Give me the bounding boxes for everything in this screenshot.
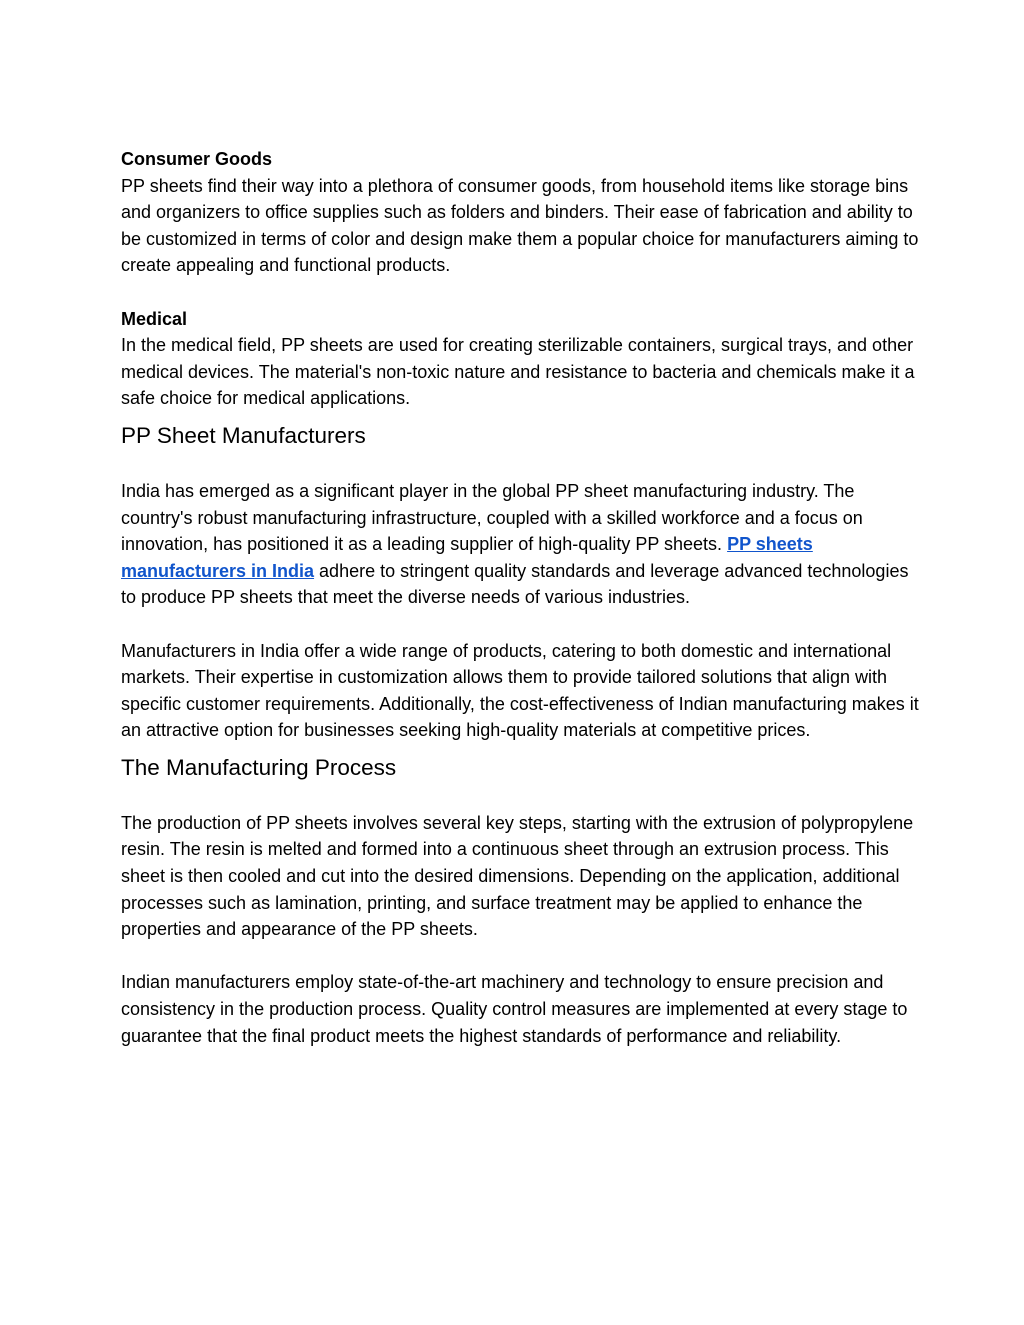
pp-sheets-manufacturers-link[interactable]: PP sheets manufacturers in India <box>121 534 813 581</box>
manufacturers-paragraph-1-continued: adhere to stringent quality standards and leverage advanced technologies to produce PP sheets that meet the diverse needs of various industries. <box>121 560 909 608</box>
process-paragraph-2: Indian manufacturers employ state-of-the-art machinery and technology to ensure precision and consistency in the production process. Quality control measures are implemented at every stage to guarantee that the final product meets the highest standards of performance and reliability. <box>121 972 908 1046</box>
consumer-goods-paragraph: PP sheets find their way into a plethora of consumer goods, from household items like storage bins and organizers to office supplies such as folders and binders. Their ease of fabrication and ability to be customized in terms of color and design make them a popular choice for manufacturers aiming to create appealing and functional products. <box>121 175 919 276</box>
spacer <box>121 611 921 638</box>
spacer <box>121 789 921 810</box>
document-page <box>121 146 921 1049</box>
manufacturers-paragraph-1 <box>121 478 921 611</box>
consumer-goods-heading: Consumer Goods <box>121 149 273 169</box>
spacer <box>121 279 921 306</box>
manufacturing-process-heading: The Manufacturing Process <box>121 754 397 780</box>
manufacturers-heading: PP Sheet Manufacturers <box>121 422 366 448</box>
manufacturers-paragraph-1-text: India has emerged as a significant player in the global PP sheet manufacturing industry. The country's robust manufacturing infrastructure, coupled with a skilled workforce and a focus on innovation, has positioned it as a leading supplier of high-quality PP sheets. <box>121 480 863 555</box>
process-paragraph-1: The production of PP sheets involves several key steps, starting with the extrusion of polypropylene resin. The resin is melted and formed into a continuous sheet through an extrusion process. This sheet is then cooled and cut into the desired dimensions. Depending on the application, additional processes such as lamination, printing, and surface treatment may be applied to enhance the properties and appearance of the PP sheets. <box>121 812 914 940</box>
medical-paragraph: In the medical field, PP sheets are used for creating sterilizable containers, surgical trays, and other medical devices. The material's non-toxic nature and resistance to bacteria and chemicals make it a safe choice for medical applications. <box>121 335 915 409</box>
medical-heading: Medical <box>121 308 188 329</box>
manufacturers-paragraph-2: Manufacturers in India offer a wide range of products, catering to both domestic and international markets. Their expertise in customization allows them to provide tailored solutions that align with specific customer requirements. Additionally, the cost-effectiveness of Indian manufacturing makes it an attractive option for businesses seeking high-quality materials at competitive prices. <box>121 640 919 741</box>
spacer <box>121 943 921 970</box>
spacer <box>121 457 921 478</box>
